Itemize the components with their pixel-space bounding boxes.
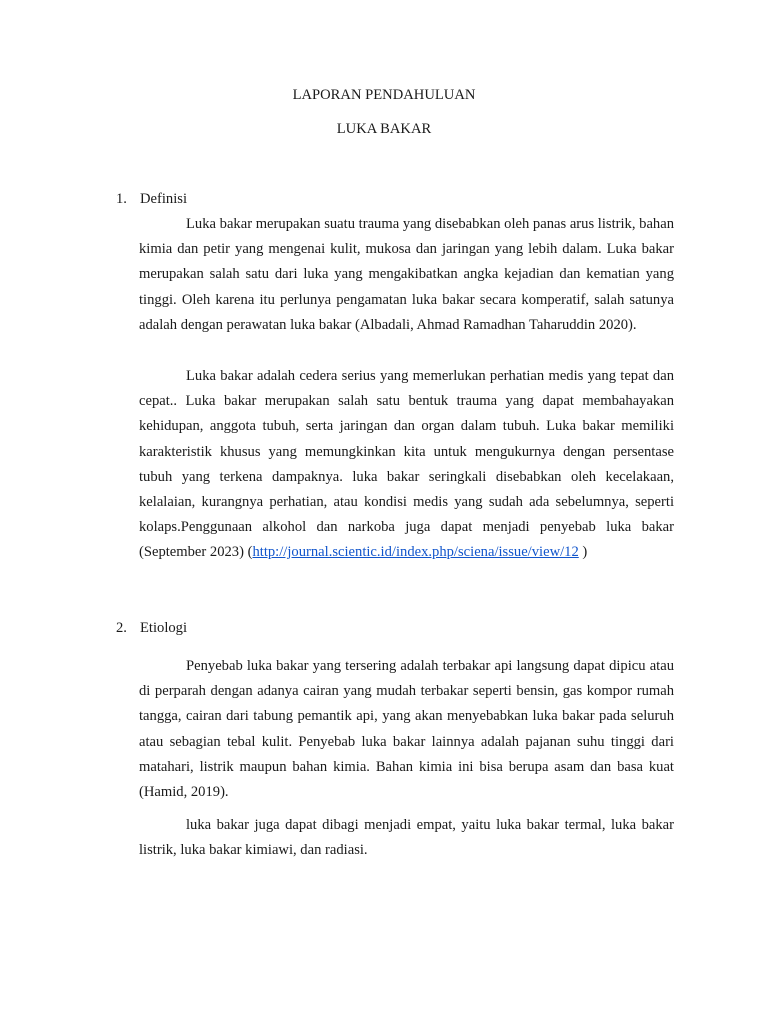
section-heading-definisi <box>116 191 187 208</box>
document-title: LAPORAN PENDAHULUAN <box>292 87 476 103</box>
section-title: Definisi <box>140 191 188 207</box>
paragraph-text: Luka bakar adalah cedera serius yang memerlukan perhatian medis yang tepat dan cepat.. Luka bakar merupakan salah satu bentuk trauma yang dapat membahayakan kehidupan, anggota tubuh, serta jaringan dan organ dalam tubuh. Luka bakar memiliki karakteristik khusus yang memungkinkan kita untuk mengukurnya dengan persentase tubuh yang terkena dampaknya. luka bakar seringkali disebabkan oleh kecelakaan, kelalaian, kurangnya perhatian, atau kondisi medis yang sudah ada sebelumnya, seperti kolaps.Penggunaan alkohol dan narkoba juga dapat menjadi penyebab luka bakar (September 2023) ( <box>139 368 674 561</box>
paragraph-definisi-2 <box>139 364 674 566</box>
section-title: Etiologi <box>140 620 188 636</box>
paragraph-etiologi-1: Penyebab luka bakar yang tersering adalah terbakar api langsung dapat dipicu atau di perparah dengan adanya cairan yang mudah terbakar seperti bensin, gas kompor rumah tangga, cairan dari tabung pemantik api, yang akan menyebabkan luka bakar pada seluruh atau sebagian tebal kulit. Penyebab luka bakar lainnya adalah pajanan suhu tinggi dari matahari, listrik maupun bahan kimia. Bahan kimia ini bisa berupa asam dan basa kuat (Hamid, 2019). <box>139 658 674 801</box>
paragraph-etiologi-2: luka bakar juga dapat dibagi menjadi empat, yaitu luka bakar termal, luka bakar listrik, luka bakar kimiawi, dan radiasi. <box>139 817 674 859</box>
reference-link[interactable]: http://journal.scientic.id/index.php/sciena/issue/view/12 <box>252 544 579 561</box>
paragraph-definisi-1: Luka bakar merupakan suatu trauma yang disebabkan oleh panas arus listrik, bahan kimia dan petir yang mengenai kulit, mukosa dan jaringan yang lebih dalam. Luka bakar merupakan salah satu dari luka yang mengakibatkan angka kejadian dan kematian yang tinggi. Oleh karena itu perlunya pengamatan luka bakar secara komperatif, salah satunya adalah dengan perawatan luka bakar (Albadali, Ahmad Ramadhan Taharuddin 2020). <box>139 216 674 333</box>
section-number: 1. <box>116 191 127 207</box>
section-number: 2. <box>116 620 127 636</box>
paragraph-suffix: ) <box>578 544 588 561</box>
document-subtitle: LUKA BAKAR <box>336 121 432 137</box>
section-heading-etiologi <box>116 620 187 637</box>
